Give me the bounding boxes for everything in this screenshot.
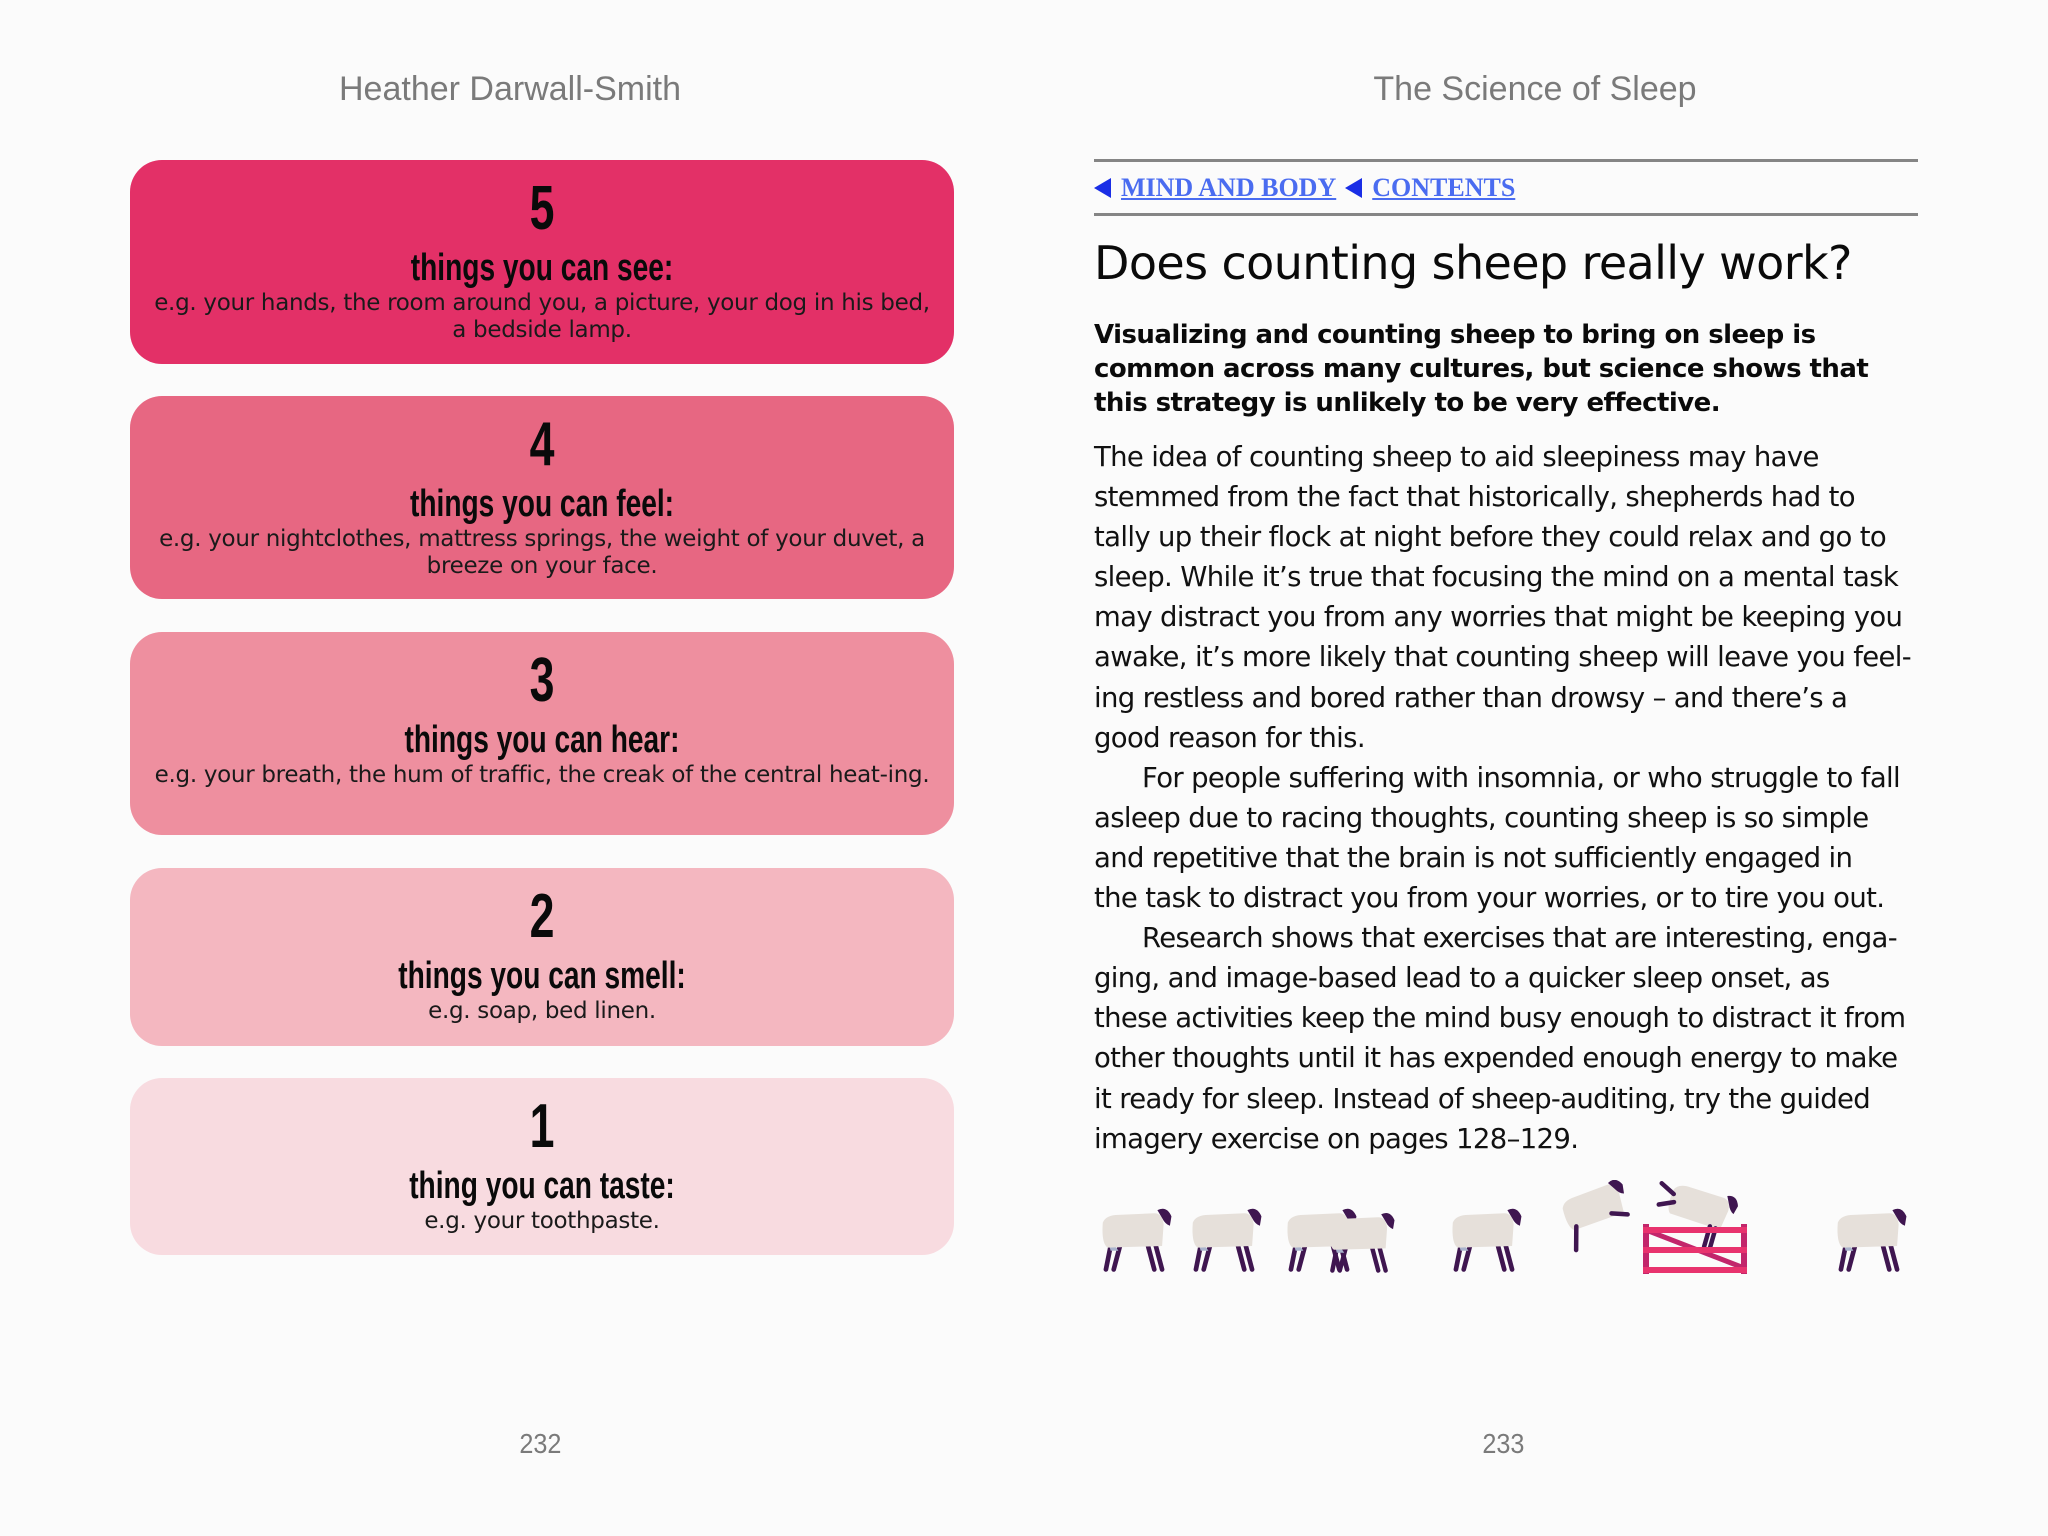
card-number: 1 bbox=[529, 1092, 555, 1161]
sheep-icon bbox=[1192, 1209, 1261, 1270]
article-title: Does counting sheep really work? bbox=[1094, 236, 1852, 290]
article-lede: Visualizing and counting sheep to bring on sleep is common across many cultures, but science shows that this strategy is unlikely to be very effective. bbox=[1094, 320, 1869, 418]
nav-rule-bottom bbox=[1094, 213, 1918, 216]
jumping-sheep-icon bbox=[1559, 1180, 1638, 1250]
body-line: the task to distract you from your worries, or to tire you out. bbox=[1094, 882, 1885, 915]
body-line: tally up their flock at night before they could relax and go to bbox=[1094, 521, 1887, 554]
card-example: e.g. your nightclothes, mattress springs, the weight of your duvet, a breeze on your face. bbox=[159, 526, 925, 579]
body-line: sleep. While it’s true that focusing the mind on a mental task bbox=[1094, 561, 1899, 594]
body-line: and repetitive that the brain is not sufficiently engaged in bbox=[1094, 841, 1853, 874]
sense-card-feel bbox=[130, 396, 954, 599]
sense-card-hear bbox=[130, 632, 954, 835]
body-line: The idea of counting sheep to aid sleepiness may have bbox=[1094, 441, 1819, 473]
card-example: e.g. soap, bed linen. bbox=[428, 998, 656, 1024]
card-label: things you can hear: bbox=[404, 719, 680, 761]
card-number: 3 bbox=[529, 646, 555, 715]
gate-icon bbox=[1643, 1224, 1747, 1274]
body-line: these activities keep the mind busy enough to distract it from bbox=[1094, 1002, 1906, 1035]
sheep-jumping-gate-illustration bbox=[1094, 1180, 1924, 1280]
card-example: e.g. your hands, the room around you, a picture, your dog in his bed, a bedside lamp. bbox=[154, 290, 930, 343]
body-line: ing restless and bored rather than drowsy – and there’s a bbox=[1094, 681, 1848, 714]
body-line: stemmed from the fact that historically, shepherds had to bbox=[1094, 481, 1855, 514]
body-line: other thoughts until it has expended enough energy to make bbox=[1094, 1042, 1898, 1075]
sheep-body bbox=[1837, 1213, 1898, 1247]
sheep-body bbox=[1452, 1213, 1513, 1247]
page-number-left: 232 bbox=[519, 1428, 562, 1459]
body-line: imagery exercise on pages 128–129. bbox=[1094, 1122, 1579, 1155]
jumping-sheep-icon bbox=[1646, 1180, 1740, 1253]
sheep-icon bbox=[1102, 1209, 1171, 1270]
nav-link-contents[interactable]: CONTENTS bbox=[1372, 173, 1516, 202]
card-label: things you can feel: bbox=[409, 483, 675, 525]
card-label: thing you can taste: bbox=[409, 1165, 675, 1207]
sheep-body bbox=[1102, 1213, 1163, 1247]
back-triangle-icon bbox=[1345, 178, 1362, 198]
sheep-icon bbox=[1837, 1209, 1906, 1270]
sense-card-smell bbox=[130, 868, 954, 1046]
sheep-body bbox=[1665, 1181, 1732, 1232]
sheep-icon bbox=[1452, 1209, 1521, 1270]
back-triangle-icon bbox=[1094, 178, 1111, 198]
chapter-navigation bbox=[1094, 170, 1524, 206]
sheep-body bbox=[1329, 1217, 1387, 1250]
article-body bbox=[1094, 437, 1924, 1159]
sheep-body bbox=[1192, 1213, 1253, 1247]
nav-link-mind-and-body[interactable]: MIND AND BODY bbox=[1121, 173, 1337, 202]
body-line: asleep due to racing thoughts, counting sheep is so simple bbox=[1094, 801, 1869, 834]
sense-card-taste bbox=[130, 1078, 954, 1255]
card-number: 5 bbox=[529, 174, 555, 243]
running-head-book-title: The Science of Sleep bbox=[1373, 70, 1697, 108]
page-number-right: 233 bbox=[1482, 1428, 1525, 1459]
body-line: it ready for sleep. Instead of sheep-auditing, try the guided bbox=[1094, 1082, 1871, 1115]
card-example: e.g. your breath, the hum of traffic, the creak of the central heat-ing. bbox=[154, 762, 930, 788]
body-line: For people suffering with insomnia, or who struggle to fall bbox=[1142, 761, 1901, 794]
body-line: ging, and image-based lead to a quicker sleep onset, as bbox=[1094, 962, 1830, 995]
card-label: things you can smell: bbox=[398, 955, 686, 997]
card-example: e.g. your toothpaste. bbox=[424, 1208, 660, 1234]
body-line: Research shows that exercises that are interesting, enga- bbox=[1142, 922, 1898, 955]
card-number: 4 bbox=[529, 410, 555, 479]
body-line: good reason for this. bbox=[1094, 721, 1365, 754]
card-number: 2 bbox=[529, 882, 555, 951]
card-label: things you can see: bbox=[410, 247, 674, 289]
sense-card-see bbox=[130, 160, 954, 364]
body-line: awake, it’s more likely that counting sheep will leave you feel- bbox=[1094, 641, 1912, 674]
body-line: may distract you from any worries that might be keeping you bbox=[1094, 601, 1903, 634]
nav-rule-top bbox=[1094, 159, 1918, 162]
running-head-author: Heather Darwall-Smith bbox=[339, 70, 681, 108]
